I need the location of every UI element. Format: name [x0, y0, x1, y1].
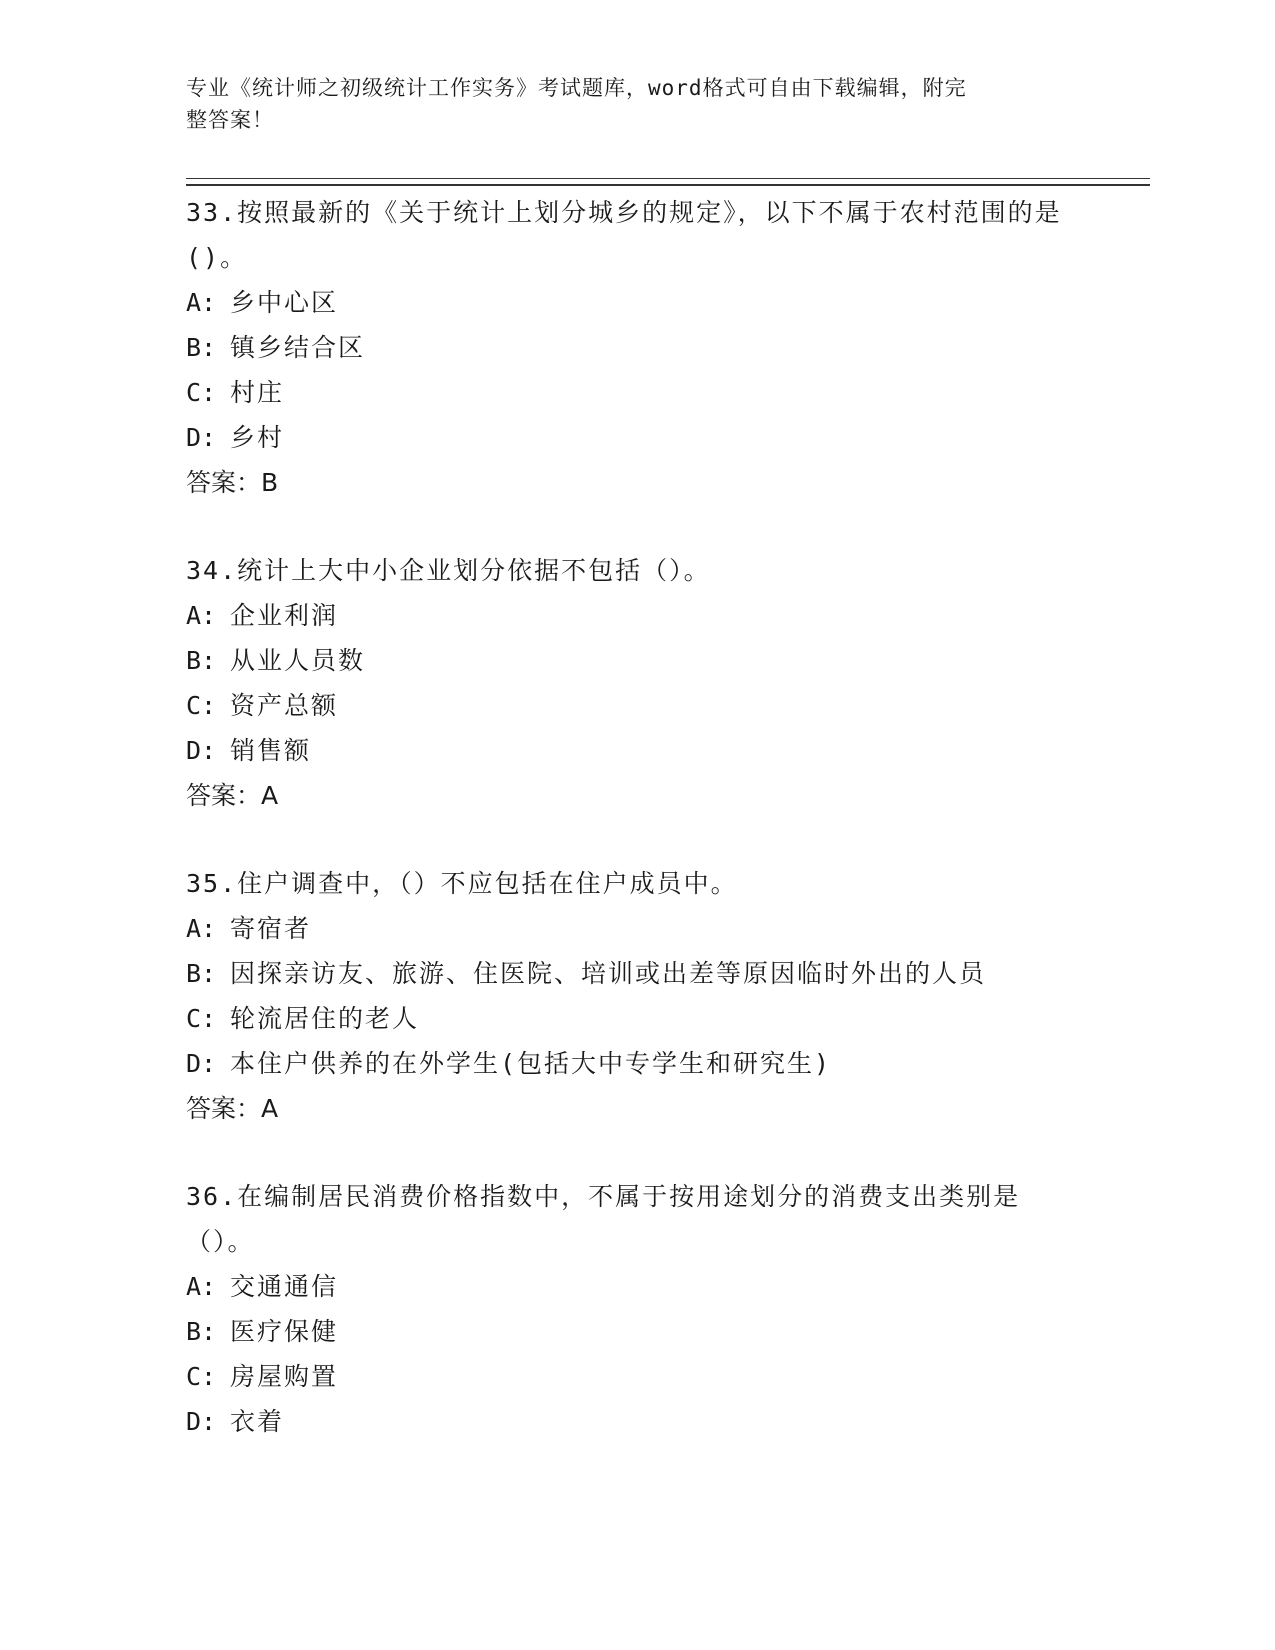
- option-label: D:: [186, 736, 217, 765]
- option-text: 轮流居住的老人: [230, 1004, 420, 1033]
- option-a: [186, 1264, 1086, 1309]
- option-d: [186, 728, 1086, 773]
- option-a: [186, 906, 1086, 951]
- option-label: D:: [186, 1049, 217, 1078]
- option-text: 因探亲访友、旅游、住医院、培训或出差等原因临时外出的人员: [230, 959, 987, 988]
- question-34: [186, 548, 1086, 818]
- option-text: 房屋购置: [230, 1362, 339, 1391]
- option-label: A:: [186, 1272, 217, 1301]
- option-c: [186, 370, 1086, 415]
- option-a: [186, 593, 1086, 638]
- question-text: 35.住户调查中，（）不应包括在住户成员中。: [186, 869, 738, 898]
- question-text: 33.按照最新的《关于统计上划分城乡的规定》，以下不属于农村范围的是()。: [186, 198, 1062, 272]
- option-label: C:: [186, 1362, 217, 1391]
- question-36: [186, 1174, 1086, 1444]
- question-text: 36.在编制居民消费价格指数中，不属于按用途划分的消费支出类别是（）。: [186, 1182, 1021, 1256]
- option-c: [186, 996, 1086, 1041]
- option-text: 本住户供养的在外学生(包括大中专学生和研究生): [230, 1049, 832, 1078]
- option-a: [186, 280, 1086, 325]
- option-label: B:: [186, 959, 217, 988]
- option-text: 镇乡结合区: [230, 333, 366, 362]
- option-label: D:: [186, 1407, 217, 1436]
- option-label: B:: [186, 646, 217, 675]
- option-label: C:: [186, 691, 217, 720]
- answer-text: 答案：B: [186, 468, 279, 497]
- header-line-2: 整答案！: [186, 108, 274, 132]
- option-b: [186, 325, 1086, 370]
- answer-text: 答案：A: [186, 781, 279, 810]
- option-text: 企业利润: [230, 601, 339, 630]
- option-b: [186, 951, 1086, 996]
- header-divider: [186, 178, 1150, 186]
- option-label: C:: [186, 1004, 217, 1033]
- header-line-1: 专业《统计师之初级统计工作实务》考试题库，word格式可自由下载编辑，附完: [186, 76, 967, 100]
- option-label: B:: [186, 1317, 217, 1346]
- option-label: A:: [186, 601, 217, 630]
- option-text: 从业人员数: [230, 646, 366, 675]
- option-label: D:: [186, 423, 217, 452]
- question-33: [186, 190, 1086, 505]
- answer-text: 答案：A: [186, 1094, 279, 1123]
- option-text: 衣着: [230, 1407, 285, 1436]
- option-b: [186, 1309, 1086, 1354]
- option-text: 乡中心区: [230, 288, 339, 317]
- question-35: [186, 861, 1086, 1131]
- question-list: [186, 190, 1086, 1487]
- document-header: [186, 72, 1066, 136]
- option-text: 销售额: [230, 736, 312, 765]
- option-d: [186, 1041, 1086, 1086]
- option-c: [186, 683, 1086, 728]
- option-text: 乡村: [230, 423, 285, 452]
- question-text: 34.统计上大中小企业划分依据不包括（）。: [186, 556, 711, 585]
- option-label: C:: [186, 378, 217, 407]
- option-d: [186, 1399, 1086, 1444]
- option-text: 村庄: [230, 378, 285, 407]
- option-label: B:: [186, 333, 217, 362]
- option-text: 寄宿者: [230, 914, 312, 943]
- option-text: 交通通信: [230, 1272, 339, 1301]
- option-label: A:: [186, 288, 217, 317]
- option-text: 医疗保健: [230, 1317, 339, 1346]
- option-c: [186, 1354, 1086, 1399]
- option-d: [186, 415, 1086, 460]
- option-b: [186, 638, 1086, 683]
- option-label: A:: [186, 914, 217, 943]
- option-text: 资产总额: [230, 691, 339, 720]
